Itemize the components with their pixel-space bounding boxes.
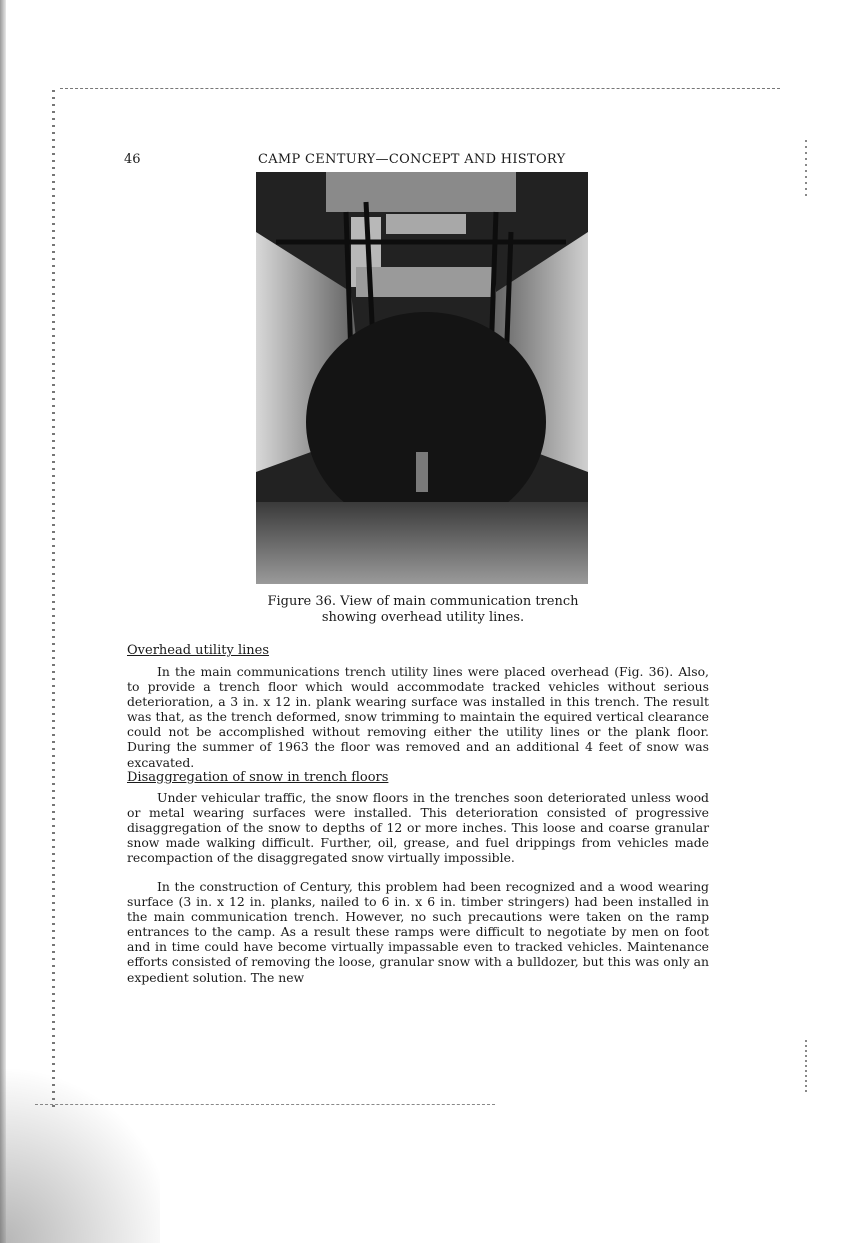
- paragraph-text: In the construction of Century, this problem had been recognized and a wood wearing surface (3 in. x 12 in. planks, nailed to 6 in. x 6 in. timber stringers) had been installed in the main communication trench. However, no such precautions were taken on the ramp entrances to the camp. As a result these ramps were difficult to negotiate by men on foot and in time could have become virtually impassable even to tracked vehicles. Maintenance efforts consisted of removing the loose, granular snow with a bulldozer, but this was only an expedient solution. The new: [127, 879, 709, 985]
- paragraph: [127, 879, 709, 985]
- section-heading: Disaggregation of snow in trench floors: [127, 770, 389, 785]
- trench-photo-illustration: [256, 172, 588, 584]
- top-scan-line: [60, 88, 780, 89]
- figure-photo: [256, 172, 588, 584]
- section-heading: Overhead utility lines: [127, 643, 270, 658]
- scan-corner-noise: [0, 1050, 160, 1243]
- caption-line: Figure 36. View of main communication trench: [267, 594, 579, 609]
- paragraph: [127, 790, 709, 865]
- paragraph-text: In the main communications trench utility lines were placed overhead (Fig. 36). Also, to provide a trench floor which would accommodate tracked vehicles without serious deterioration, a 3 in. x 12 in. plank wearing surface was installed in this trench. The result was that, as the trench deformed, snow trimming to maintain the equired vertical clearance could not be accomplished without removing either the utility lines or the plank floor. During the summer of 1963 the floor was removed and an additional 4 feet of snow was excavated.: [127, 664, 709, 770]
- right-margin-marks: [805, 140, 807, 200]
- paragraph-text: Under vehicular traffic, the snow floors in the trenches soon deteriorated unless wood or metal wearing surfaces were installed. This deterioration consisted of progressive disaggregation of the snow to depths of 12 or more inches. This loose and coarse granular snow made walking difficult. Further, oil, grease, and fuel drippings from vehicles made recompaction of the disaggregated snow virtually impossible.: [127, 790, 709, 866]
- binding-margin: [52, 90, 55, 1110]
- page-number: 46: [124, 152, 141, 167]
- right-margin-marks: [805, 1040, 807, 1095]
- caption-line: showing overhead utility lines.: [321, 610, 525, 625]
- paragraph: [127, 664, 709, 770]
- running-head: CAMP CENTURY—CONCEPT AND HISTORY: [258, 152, 566, 167]
- figure-caption: [250, 594, 596, 626]
